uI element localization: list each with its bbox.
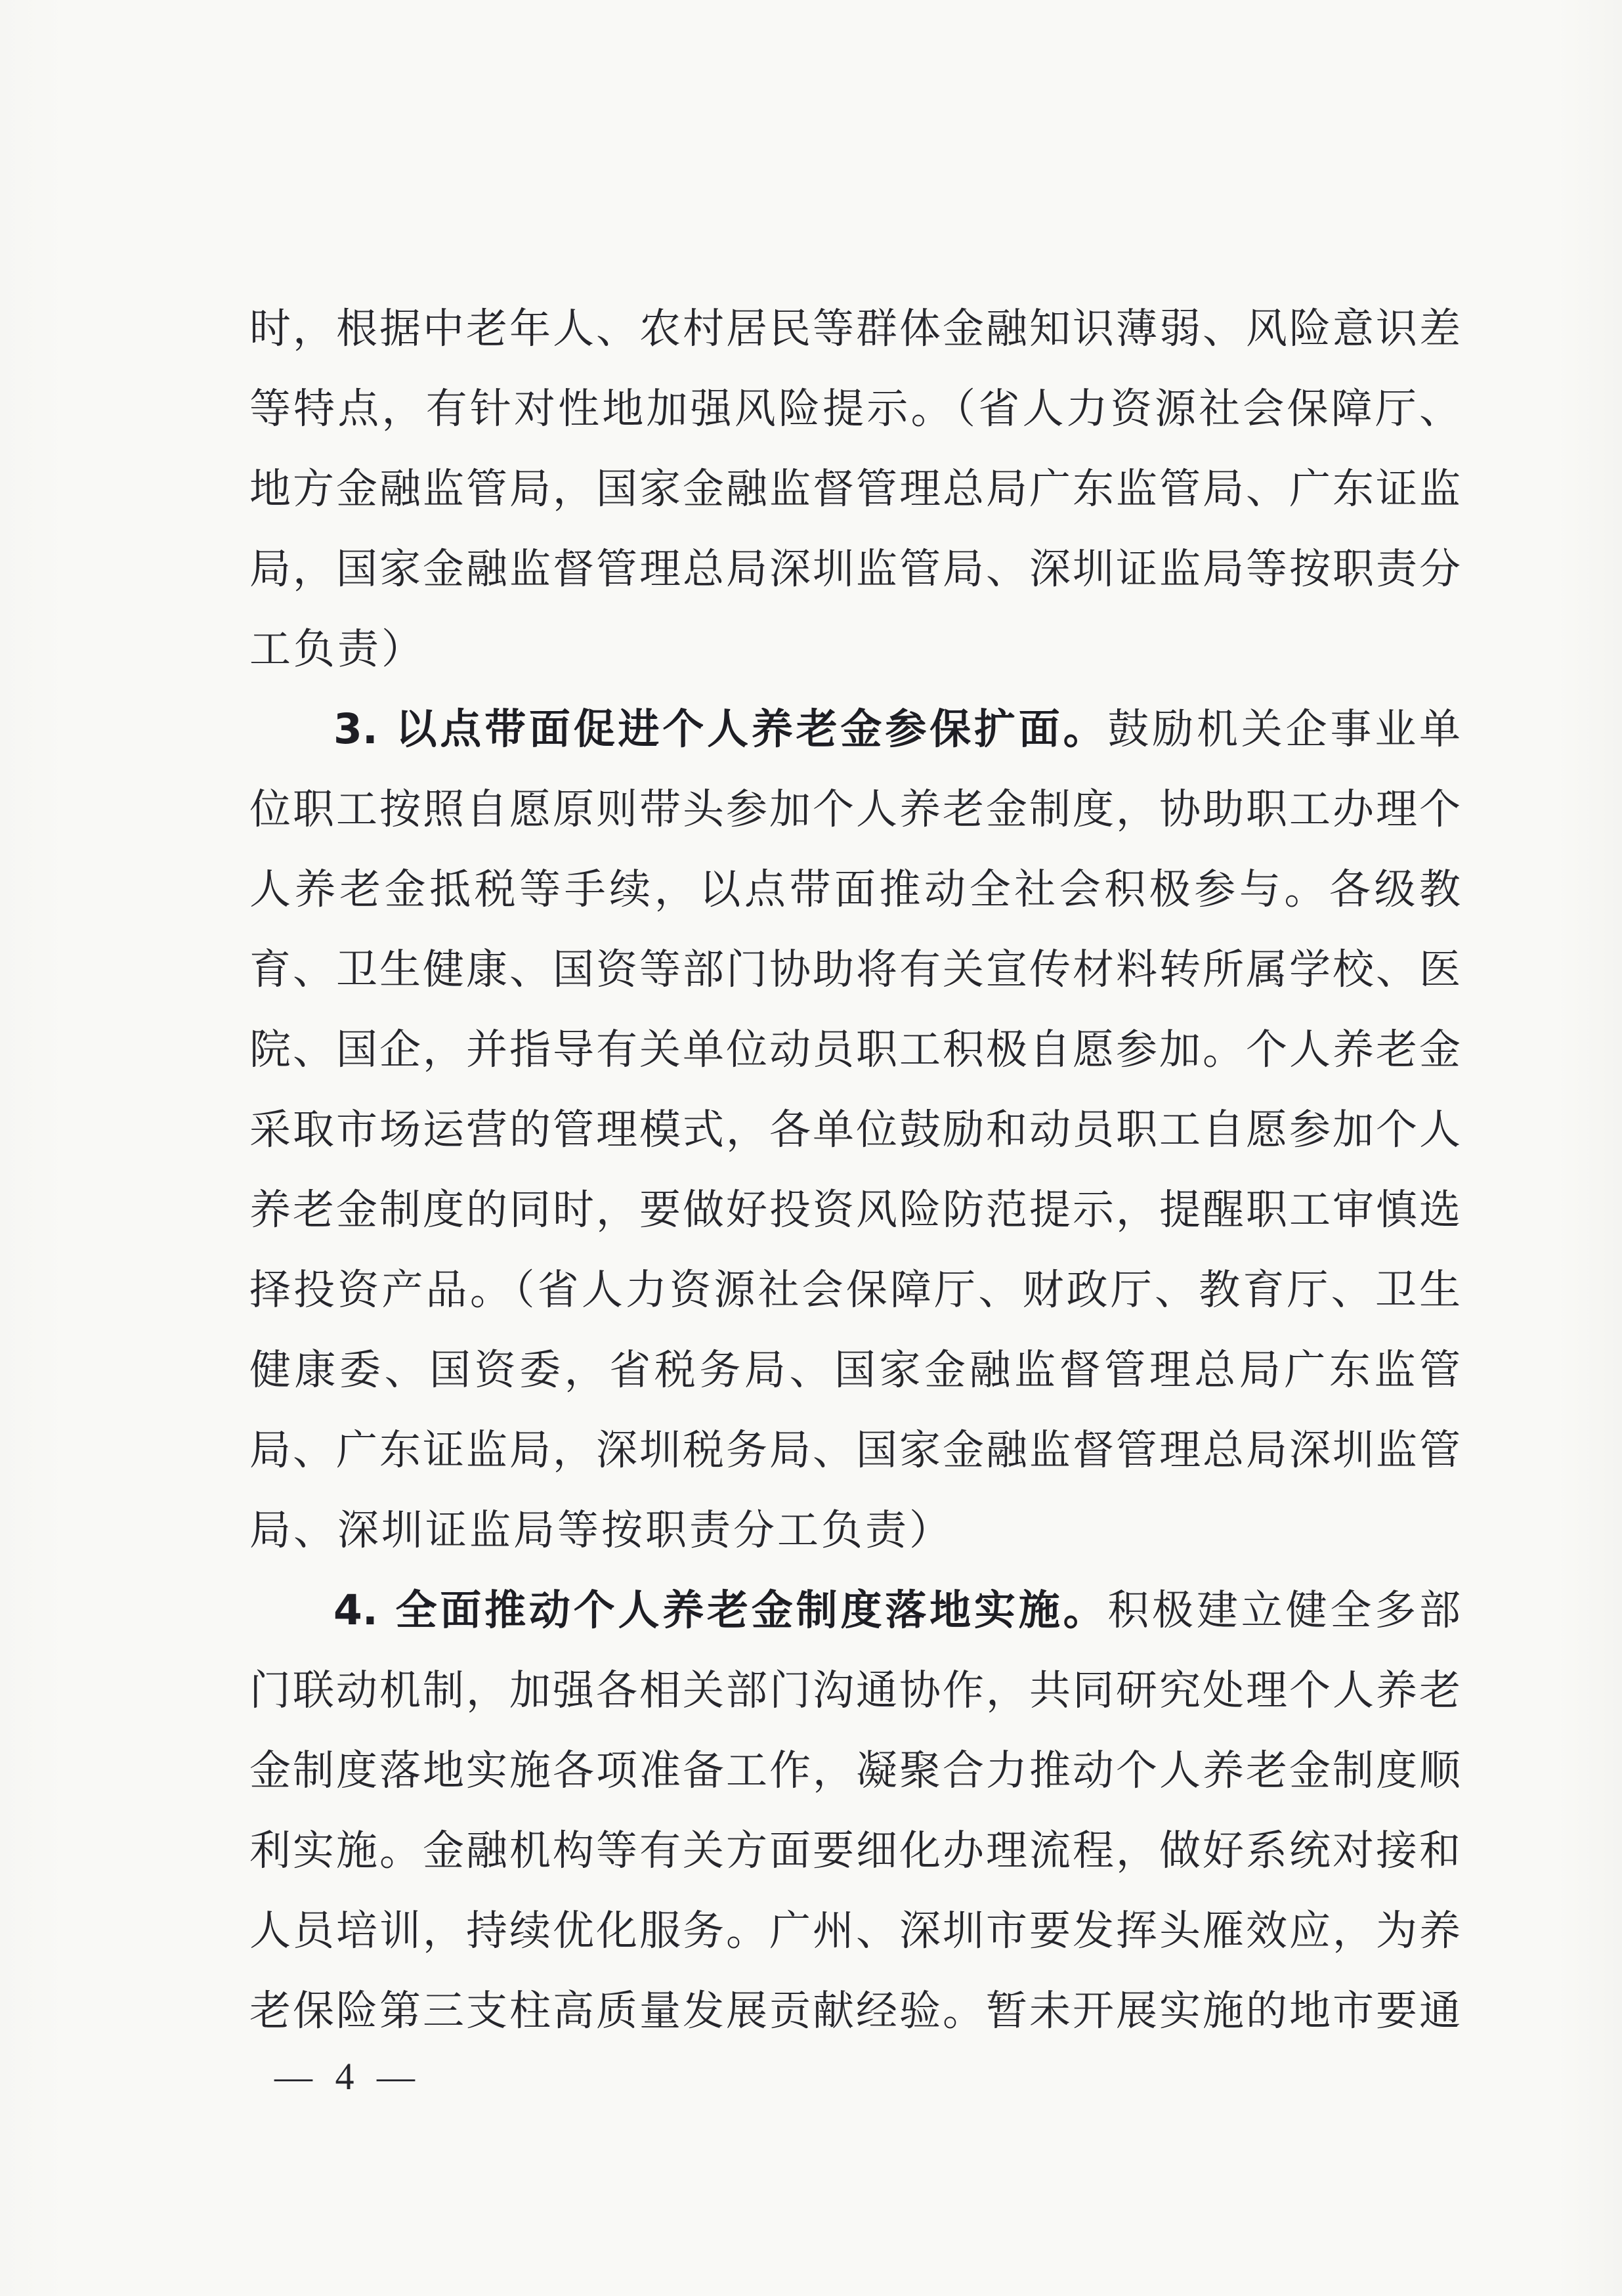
- text-line: [249, 850, 1461, 930]
- text-line: [249, 449, 1461, 529]
- text-line: [249, 1490, 1461, 1570]
- text-line: [249, 1731, 1461, 1811]
- body-text-run: 门联动机制，加强各相关部门沟通协作，共同研究处理个人养老: [249, 1668, 1461, 1714]
- text-line: [249, 769, 1461, 850]
- body-text-run: 等特点，有针对性地加强风险提示。（省人力资源社会保障厅、: [249, 386, 1461, 432]
- text-line: [249, 689, 1461, 769]
- text-line: [249, 1410, 1461, 1490]
- body-text-run: 人员培训，持续优化服务。广州、深圳市要发挥头雁效应，为养: [249, 1908, 1461, 1954]
- text-line: [249, 930, 1461, 1010]
- text-line: [249, 1891, 1461, 1971]
- text-line: [249, 1651, 1461, 1731]
- text-line: [249, 1170, 1461, 1250]
- text-line: [249, 1010, 1461, 1090]
- text-column: [249, 289, 1461, 2051]
- body-text-run: 育、卫生健康、国资等部门协助将有关宣传材料转所属学校、医: [249, 947, 1461, 993]
- body-text-run: 老保险第三支柱高质量发展贡献经验。暂未开展实施的地市要通: [249, 1988, 1461, 2034]
- body-text-run: 金制度落地实施各项准备工作，凝聚合力推动个人养老金制度顺: [249, 1748, 1461, 1794]
- body-text-run: 积极建立健全多部: [1107, 1588, 1461, 1634]
- text-line: [249, 1570, 1461, 1651]
- body-text-run: 养老金制度的同时，要做好投资风险防范提示，提醒职工审慎选: [249, 1187, 1461, 1233]
- body-text-run: 利实施。金融机构等有关方面要细化办理流程，做好系统对接和: [249, 1828, 1461, 1874]
- body-text-run: 局，国家金融监督管理总局深圳监管局、深圳证监局等按职责分: [249, 546, 1461, 592]
- body-text-run: 鼓励机关企事业单: [1107, 706, 1461, 752]
- body-text-run: 采取市场运营的管理模式，各单位鼓励和动员职工自愿参加个人: [249, 1107, 1461, 1153]
- text-line: [249, 369, 1461, 449]
- page-number: — 4 —: [274, 2055, 421, 2098]
- text-line: [249, 609, 1461, 689]
- bold-heading-run: 4. 全面推动个人养老金制度落地实施。: [333, 1586, 1108, 1634]
- text-line: [249, 289, 1461, 369]
- bold-heading-run: 3. 以点带面促进个人养老金参保扩面。: [333, 705, 1108, 753]
- body-text-run: 地方金融监管局，国家金融监督管理总局广东监管局、广东证监: [249, 466, 1461, 512]
- text-line: [249, 1090, 1461, 1170]
- body-text-run: 择投资产品。（省人力资源社会保障厅、财政厅、教育厅、卫生: [249, 1267, 1461, 1313]
- body-text-run: 健康委、国资委，省税务局、国家金融监督管理总局广东监管: [249, 1347, 1461, 1393]
- text-line: [249, 1250, 1461, 1330]
- text-line: [249, 1330, 1461, 1410]
- body-text-run: 时，根据中老年人、农村居民等群体金融知识薄弱、风险意识差: [249, 306, 1461, 352]
- text-line: [249, 529, 1461, 609]
- body-text-run: 工负责）: [249, 626, 425, 672]
- body-text-run: 院、国企，并指导有关单位动员职工积极自愿参加。个人养老金: [249, 1027, 1461, 1073]
- body-text-run: 人养老金抵税等手续，以点带面推动全社会积极参与。各级教: [249, 867, 1461, 913]
- text-line: [249, 1971, 1461, 2051]
- body-text-run: 局、广东证监局，深圳税务局、国家金融监督管理总局深圳监管: [249, 1427, 1461, 1473]
- body-text-run: 局、深圳证监局等按职责分工负责）: [249, 1507, 953, 1553]
- text-line: [249, 1811, 1461, 1891]
- body-text-run: 位职工按照自愿原则带头参加个人养老金制度，协助职工办理个: [249, 787, 1461, 833]
